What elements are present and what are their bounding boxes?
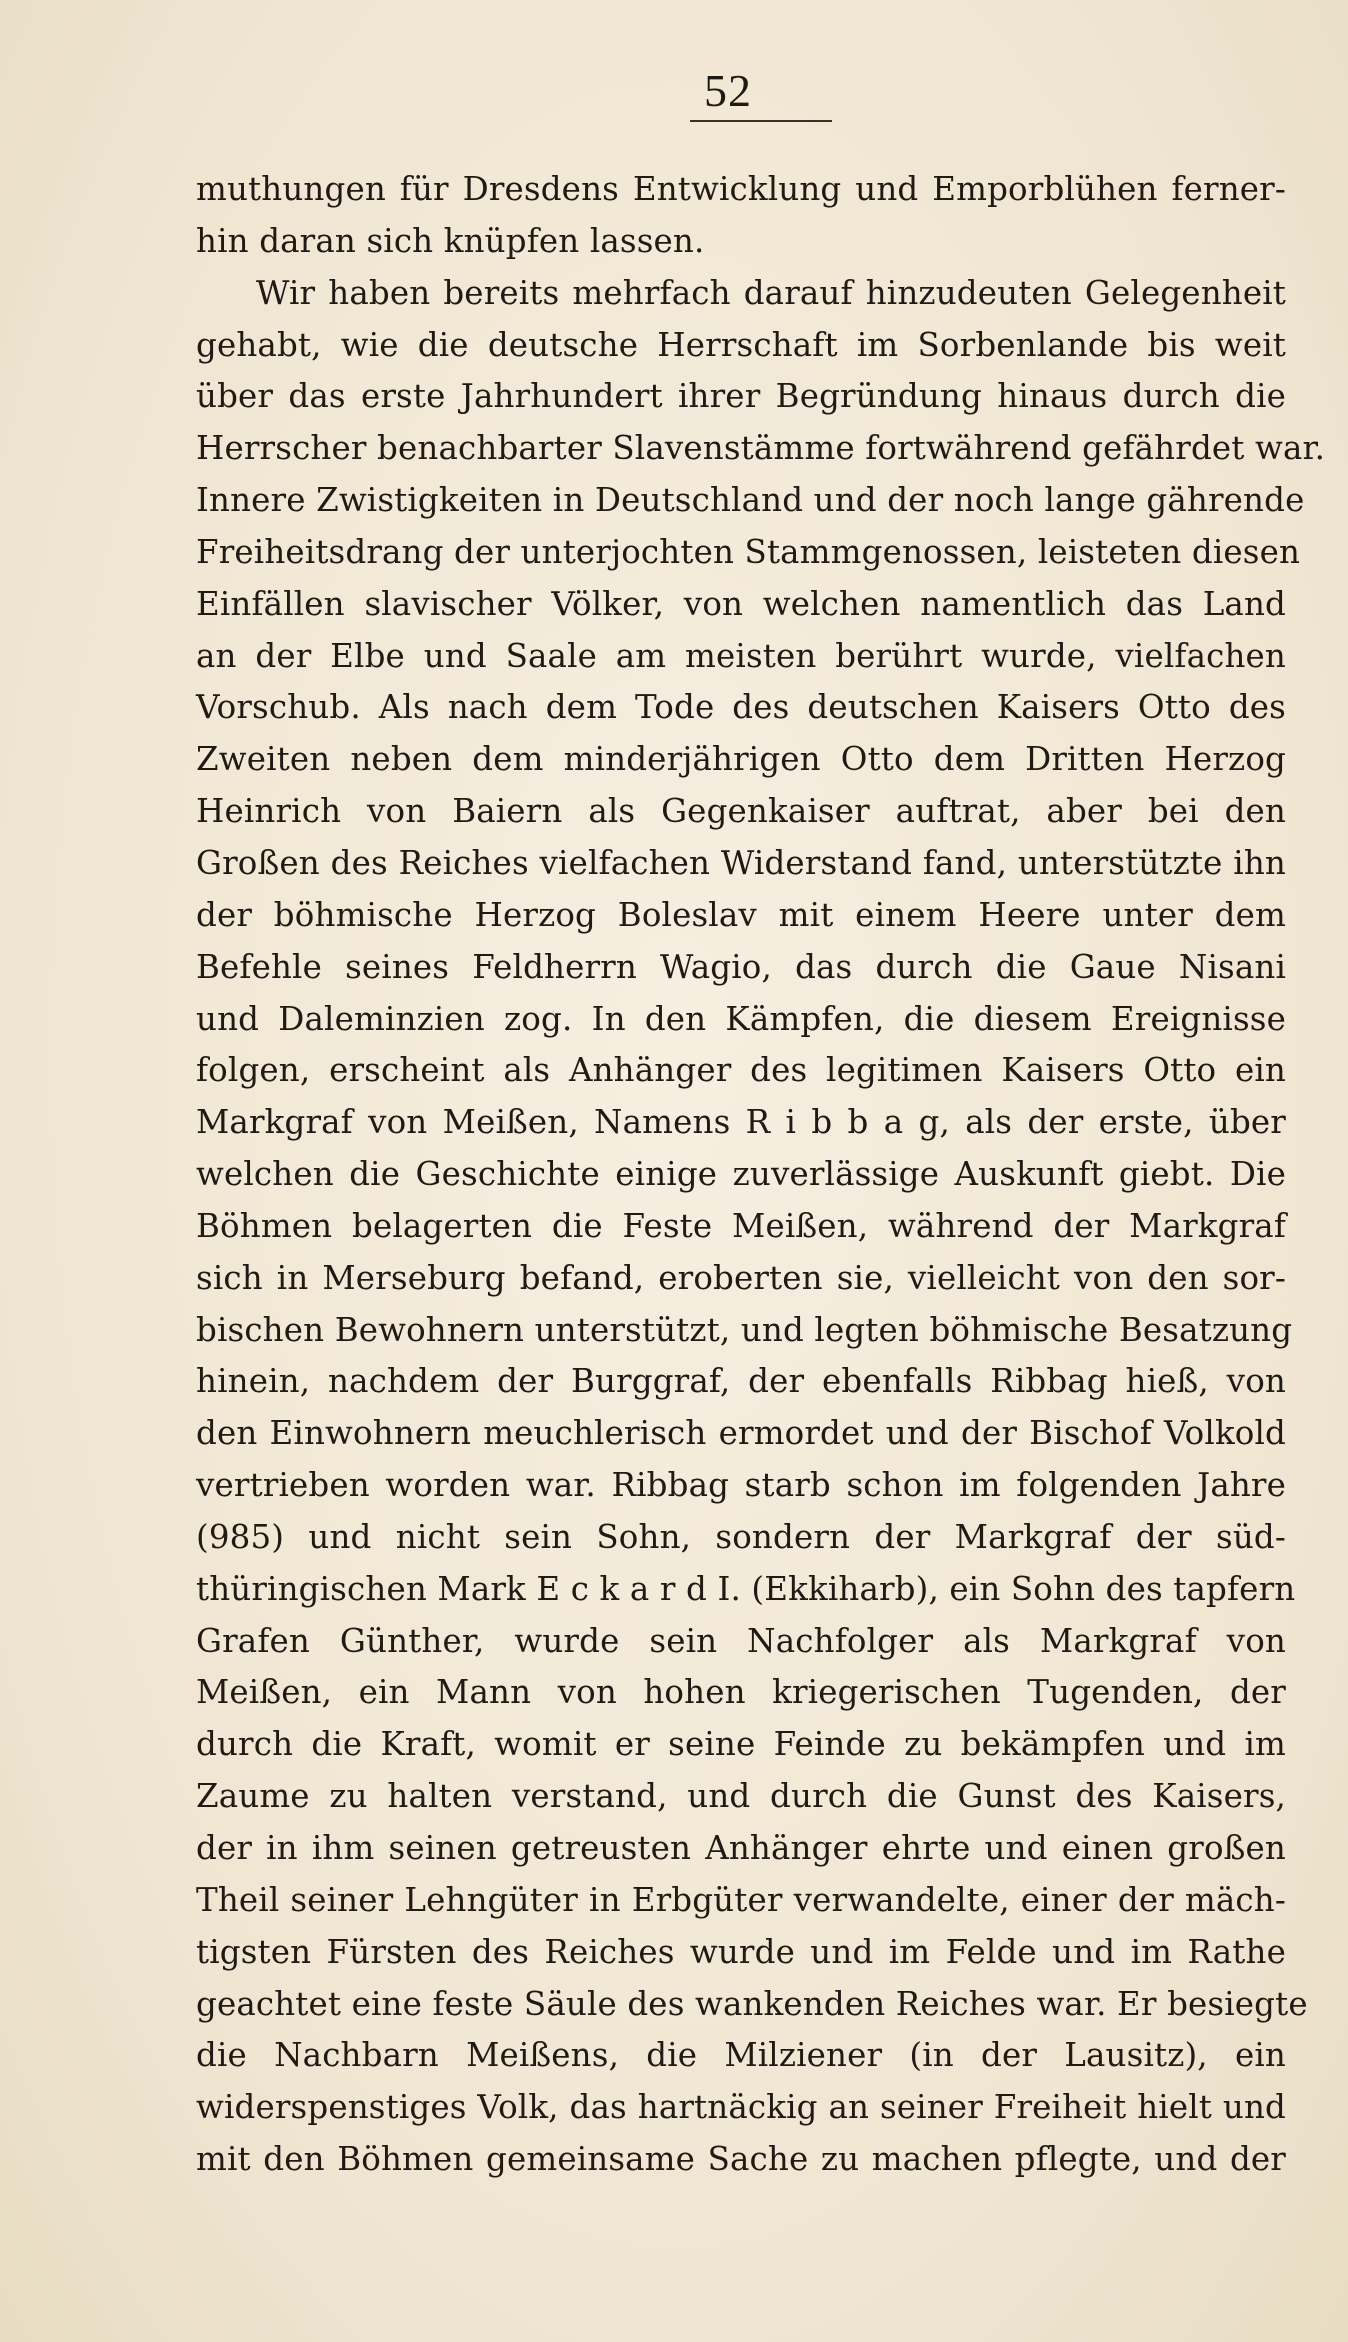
text-line: Befehle seines Feldherrn Wagio, das durch die Gaue Nisani [196,947,1286,986]
text-line: Einfällen slavischer Völker, von welchen namentlich das Land [196,584,1286,623]
text-line: hin daran sich knüpfen lassen. [196,221,705,260]
page-number: 52 [704,65,752,116]
text-line: und Daleminzien zog. In den Kämpfen, die diesem Ereignisse [196,999,1286,1038]
text-line: Innere Zwistigkeiten in Deutschland und der noch lange gährende [196,481,1305,520]
text-line: die Nachbarn Meißens, die Milziener (in der Lausitz), ein [196,2036,1286,2075]
text-line: thüringischen Mark E c k a r d I. (Ekkiharb), ein Sohn des tapfern [196,1569,1296,1608]
body-text [196,164,1326,2186]
text-line: über das erste Jahrhundert ihrer Begründung hinaus durch die [196,377,1286,416]
text-line: (985) und nicht sein Sohn, sondern der Markgraf der süd- [196,1517,1286,1556]
text-line: mit den Böhmen gemeinsame Sache zu machen pflegte, und der [196,2140,1286,2179]
text-line: vertrieben worden war. Ribbag starb schon im folgenden Jahre [196,1466,1286,1505]
text-line: gehabt, wie die deutsche Herrschaft im Sorbenlande bis weit [196,325,1286,364]
text-line: Zaume zu halten verstand, und durch die Gunst des Kaisers, [196,1777,1286,1816]
page-number-rule [690,120,832,122]
text-line: der in ihm seinen getreusten Anhänger ehrte und einen großen [196,1829,1286,1867]
text-line: durch die Kraft, womit er seine Feinde zu bekämpfen und im [196,1725,1286,1764]
text-line: Grafen Günther, wurde sein Nachfolger als Markgraf von [196,1621,1286,1660]
text-line: Böhmen belagerten die Feste Meißen, während der Markgraf [196,1206,1286,1245]
text-line: sich in Merseburg befand, eroberten sie, vielleicht von den sor- [196,1258,1286,1297]
text-line: den Einwohnern meuchlerisch ermordet und der Bischof Volkold [196,1414,1286,1453]
text-line: Vorschub. Als nach dem Tode des deutschen Kaisers Otto des [196,688,1286,727]
text-line: Herrscher benachbarter Slavenstämme fortwährend gefährdet war. [196,429,1326,468]
text-line: folgen, erscheint als Anhänger des legitimen Kaisers Otto ein [196,1051,1286,1090]
text-line: Großen des Reiches vielfachen Widerstand fand, unterstützte ihn [196,843,1286,882]
text-line: widerspenstiges Volk, das hartnäckig an seiner Freiheit hielt und [196,2088,1286,2127]
text-line: tigsten Fürsten des Reiches wurde und im Felde und im Rathe [196,1932,1286,1971]
text-line: bischen Bewohnern unterstützt, und legten böhmische Besatzung [196,1310,1293,1349]
text-line: Theil seiner Lehngüter in Erbgüter verwandelte, einer der mäch- [196,1880,1286,1919]
text-line: Freiheitsdrang der unterjochten Stammgenossen, leisteten diesen [196,532,1301,571]
text-line: geachtet eine feste Säule des wankenden Reiches war. Er besiegte [196,1984,1308,2023]
text-line: Wir haben bereits mehrfach darauf hinzudeuten Gelegenheit [256,273,1286,312]
text-line: der böhmische Herzog Boleslav mit einem Heere unter dem [196,895,1286,934]
text-line: Zweiten neben dem minderjährigen Otto dem Dritten Herzog [196,740,1286,779]
text-line: welchen die Geschichte einige zuverlässige Auskunft giebt. Die [196,1155,1286,1194]
text-line: an der Elbe und Saale am meisten berührt wurde, vielfachen [196,636,1286,675]
text-line: muthungen für Dresdens Entwicklung und Emporblühen ferner- [196,170,1286,208]
text-line: Meißen, ein Mann von hohen kriegerischen Tugenden, der [196,1673,1286,1712]
text-line: hinein, nachdem der Burggraf, der ebenfalls Ribbag hieß, von [196,1362,1286,1401]
text-line: Markgraf von Meißen, Namens R i b b a g, als der erste, über [196,1103,1286,1142]
text-line: Heinrich von Baiern als Gegenkaiser auftrat, aber bei den [196,792,1286,831]
